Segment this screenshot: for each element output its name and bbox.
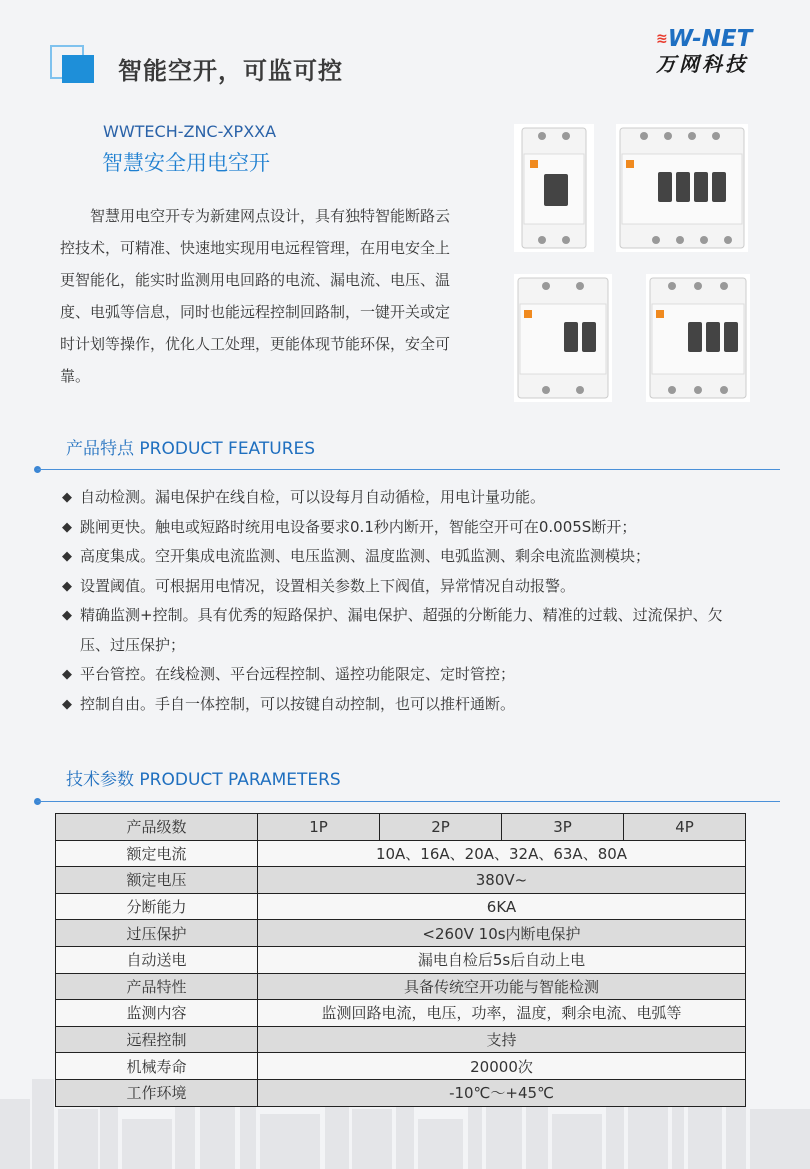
feature-text: 设置阈值。可根据用电情况，设置相关参数上下阀值，异常情况自动报警。 bbox=[80, 576, 576, 595]
param-value: 10A、16A、20A、32A、63A、80A bbox=[258, 840, 746, 867]
intro-paragraph: 智慧用电空开专为新建网点设计，具有独特智能断路云控技术，可精准、快速地实现用电远程管理，在用电安全上更智能化，能实时监测用电回路的电流、漏电流、电压、温度、电弧等信息，同时也能远程控制回路制，一键开关或定时计划等操作，优化人工处理，更能体现节能环保，安全可靠。 bbox=[60, 207, 451, 385]
param-label: 机械寿命 bbox=[56, 1053, 258, 1080]
table-row bbox=[56, 893, 746, 920]
table-header-row bbox=[56, 814, 746, 841]
feature-item bbox=[62, 513, 752, 543]
table-row bbox=[56, 867, 746, 894]
table-row bbox=[56, 920, 746, 947]
diamond-icon: ◆ bbox=[62, 519, 72, 535]
param-value: 380V~ bbox=[258, 867, 746, 894]
product-model: WWTECH-ZNC-XPXXA bbox=[103, 122, 277, 141]
feature-item bbox=[62, 660, 752, 690]
table-row bbox=[56, 1079, 746, 1106]
breaker-3p-image bbox=[646, 274, 750, 402]
table-header-cell: 产品级数 bbox=[56, 814, 258, 841]
feature-text: 高度集成。空开集成电流监测、电压监测、温度监测、电弧监测、剩余电流监测模块； bbox=[80, 547, 651, 565]
breaker-1p-image bbox=[514, 124, 594, 252]
param-label: 自动送电 bbox=[56, 946, 258, 973]
feature-item bbox=[62, 572, 752, 602]
param-value: 监测回路电流，电压，功率，温度，剩余电流、电弧等 bbox=[258, 1000, 746, 1027]
features-divider bbox=[37, 469, 780, 470]
product-intro bbox=[60, 200, 462, 392]
table-row bbox=[56, 1000, 746, 1027]
features-heading: 产品特点 PRODUCT FEATURES bbox=[66, 439, 316, 459]
feature-text: 跳闸更快。触电或短路时统用电设备要求0.1秒内断开，智能空开可在0.005S断开； bbox=[80, 517, 637, 536]
table-row bbox=[56, 973, 746, 1000]
param-label: 远程控制 bbox=[56, 1026, 258, 1053]
param-value: 漏电自检后5s后自动上电 bbox=[258, 946, 746, 973]
params-divider bbox=[37, 801, 780, 802]
table-header-cell: 1P bbox=[258, 814, 380, 841]
table-row bbox=[56, 1053, 746, 1080]
feature-item bbox=[62, 690, 752, 720]
breaker-4p-image bbox=[616, 124, 748, 252]
param-value: -10℃～+45℃ bbox=[258, 1079, 746, 1106]
table-header-cell: 4P bbox=[624, 814, 746, 841]
feature-item bbox=[62, 542, 752, 572]
feature-text: 平台管控。在线检测、平台远程控制、遥控功能限定、定时管控； bbox=[80, 665, 516, 683]
table-row bbox=[56, 1026, 746, 1053]
features-list bbox=[62, 483, 752, 719]
table-header-cell: 2P bbox=[380, 814, 502, 841]
feature-item bbox=[62, 601, 752, 660]
diamond-icon: ◆ bbox=[62, 696, 72, 712]
parameters-table bbox=[55, 813, 746, 1107]
param-value: 支持 bbox=[258, 1026, 746, 1053]
diamond-icon: ◆ bbox=[62, 578, 72, 594]
feature-text: 控制自由。手自一体控制，可以按键自动控制，也可以推杆通断。 bbox=[80, 694, 516, 713]
param-label: 产品特性 bbox=[56, 973, 258, 1000]
param-label: 额定电压 bbox=[56, 867, 258, 894]
param-value: 6KA bbox=[258, 893, 746, 920]
table-row bbox=[56, 946, 746, 973]
params-heading: 技术参数 PRODUCT PARAMETERS bbox=[66, 770, 341, 790]
feature-item bbox=[62, 483, 752, 513]
table-header-cell: 3P bbox=[502, 814, 624, 841]
diamond-icon: ◆ bbox=[62, 667, 72, 682]
param-value: 20000次 bbox=[258, 1053, 746, 1080]
param-label: 过压保护 bbox=[56, 920, 258, 947]
diamond-icon: ◆ bbox=[62, 490, 72, 505]
page-title: 智能空开，可监可控 bbox=[118, 57, 343, 85]
logo-wordmark: ≋W-NET bbox=[656, 26, 753, 52]
breaker-2p-image bbox=[514, 274, 612, 402]
feature-text: 精确监测+控制。具有优秀的短路保护、漏电保护、超强的分断能力、精准的过载、过流保护、欠压、过压保护； bbox=[80, 606, 723, 654]
diamond-icon: ◆ bbox=[62, 549, 72, 564]
param-label: 分断能力 bbox=[56, 893, 258, 920]
feature-text: 自动检测。漏电保护在线自检，可以设每月自动循检，用电计量功能。 bbox=[80, 488, 546, 506]
param-label: 监测内容 bbox=[56, 1000, 258, 1027]
param-label: 额定电流 bbox=[56, 840, 258, 867]
title-decoration-icon bbox=[50, 45, 96, 83]
param-value: <260V 10s内断电保护 bbox=[258, 920, 746, 947]
product-name: 智慧安全用电空开 bbox=[102, 151, 270, 175]
diamond-icon: ◆ bbox=[62, 608, 72, 623]
brand-logo bbox=[656, 26, 768, 76]
logo-chinese-name: 万网科技 bbox=[656, 52, 748, 76]
param-label: 工作环境 bbox=[56, 1079, 258, 1106]
param-value: 具备传统空开功能与智能检测 bbox=[258, 973, 746, 1000]
table-row bbox=[56, 840, 746, 867]
